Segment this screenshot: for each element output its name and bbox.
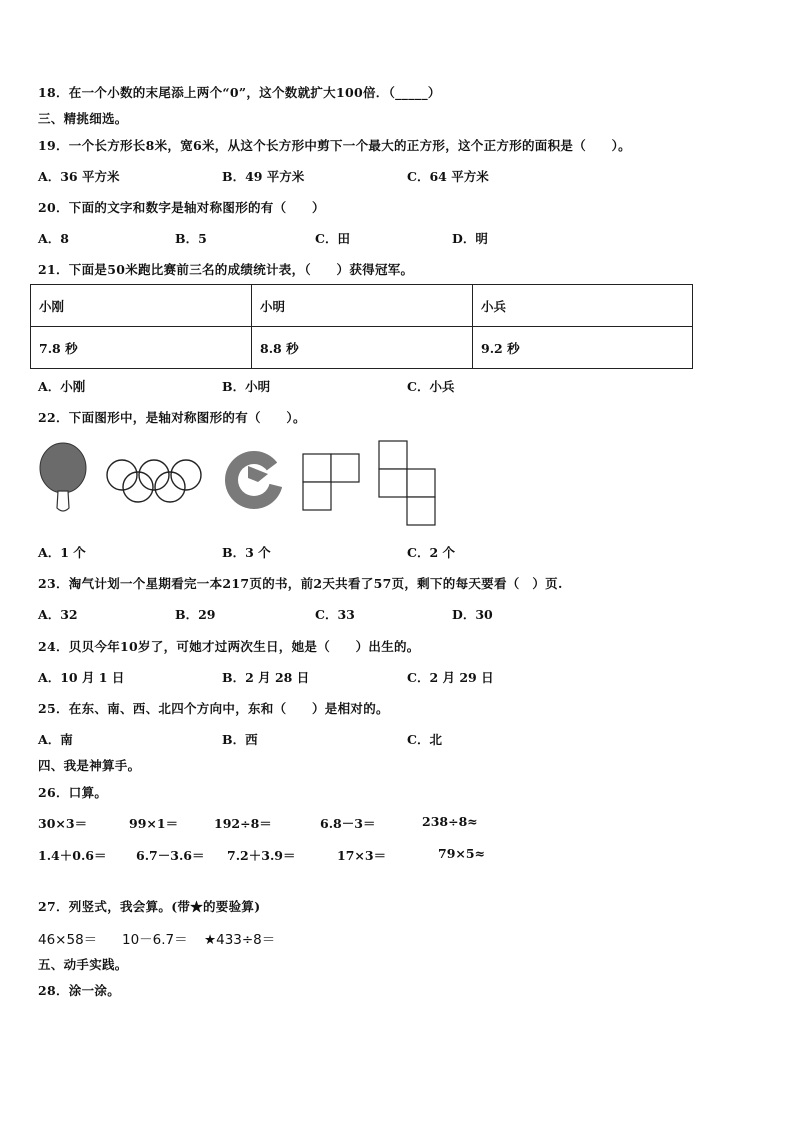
mental-calc-item: 99×1＝ bbox=[129, 816, 179, 831]
mental-calc-item: 238÷8≈ bbox=[422, 814, 478, 829]
mental-calc-item: 1.4＋0.6＝ bbox=[38, 848, 107, 863]
question-25: 25．在东、南、西、北四个方向中，东和（ ）是相对的。 bbox=[38, 701, 389, 716]
race-results-table bbox=[30, 284, 693, 369]
q19-option-c: C．64 平方米 bbox=[407, 169, 489, 184]
table-cell-time: 9.2 秒 bbox=[473, 327, 693, 369]
table-tennis-paddle-icon bbox=[38, 442, 90, 514]
bank-logo-icon bbox=[222, 448, 286, 512]
q19-option-b: B．49 平方米 bbox=[222, 169, 305, 184]
question-19: 19．一个长方形长8米，宽6米，从这个长方形中剪下一个最大的正方形，这个正方形的面积是（ ）。 bbox=[38, 138, 631, 153]
q24-option-b: B．2 月 28 日 bbox=[222, 670, 310, 685]
q23-option-d: D．30 bbox=[452, 607, 493, 622]
q25-option-b: B．西 bbox=[222, 732, 258, 747]
mental-calc-item: 30×3＝ bbox=[38, 816, 88, 831]
q23-option-c: C．33 bbox=[315, 607, 355, 622]
vertical-calc-item: ★433÷8＝ bbox=[204, 932, 276, 948]
vertical-calc-item: 10－6.7＝ bbox=[122, 932, 188, 948]
table-row bbox=[31, 285, 693, 327]
question-21: 21．下面是50米跑比赛前三名的成绩统计表，（ ）获得冠军。 bbox=[38, 262, 414, 277]
vertical-calc-item: 46×58＝ bbox=[38, 932, 98, 948]
olympic-rings-icon bbox=[104, 460, 208, 504]
q22-option-c: C．2 个 bbox=[407, 545, 455, 560]
q25-option-c: C．北 bbox=[407, 732, 442, 747]
q20-option-c: C．田 bbox=[315, 231, 350, 246]
mental-calc-item: 192÷8＝ bbox=[214, 816, 272, 831]
table-cell-time: 8.8 秒 bbox=[252, 327, 473, 369]
q21-option-a: A．小刚 bbox=[38, 379, 86, 394]
mental-calc-item: 6.7－3.6＝ bbox=[136, 848, 205, 863]
question-22: 22．下面图形中，是轴对称图形的有（ ）。 bbox=[38, 410, 306, 425]
zigzag-squares-icon bbox=[378, 440, 438, 528]
q20-option-d: D．明 bbox=[452, 231, 488, 246]
question-24: 24．贝贝今年10岁了，可她才过两次生日，她是（ ）出生的。 bbox=[38, 639, 420, 654]
question-18: 18．在一个小数的末尾添上两个“0”，这个数就扩大100倍．（_____） bbox=[38, 85, 441, 100]
mental-calc-item: 6.8－3＝ bbox=[320, 816, 376, 831]
mental-calc-item: 17×3＝ bbox=[337, 848, 387, 863]
q21-option-b: B．小明 bbox=[222, 379, 271, 394]
question-27: 27．列竖式，我会算。(带★的要验算) bbox=[38, 899, 261, 914]
q21-option-c: C．小兵 bbox=[407, 379, 455, 394]
mental-calc-item: 79×5≈ bbox=[438, 846, 486, 861]
q22-option-a: A．1 个 bbox=[38, 545, 86, 560]
table-row bbox=[31, 327, 693, 369]
mental-calc-item: 7.2＋3.9＝ bbox=[227, 848, 296, 863]
q20-option-b: B．5 bbox=[175, 231, 207, 246]
table-cell-name: 小兵 bbox=[473, 285, 693, 327]
question-26: 26．口算。 bbox=[38, 785, 108, 800]
section-4-heading: 四、我是神算手。 bbox=[38, 758, 141, 773]
q23-option-a: A．32 bbox=[38, 607, 78, 622]
table-cell-time: 7.8 秒 bbox=[31, 327, 252, 369]
q20-option-a: A．8 bbox=[38, 231, 69, 246]
q24-option-c: C．2 月 29 日 bbox=[407, 670, 494, 685]
question-20: 20．下面的文字和数字是轴对称图形的有（ ） bbox=[38, 200, 325, 215]
question-23: 23．淘气计划一个星期看完一本217页的书，前2天共看了57页，剩下的每天要看（ ）页. bbox=[38, 576, 563, 591]
q22-option-b: B．3 个 bbox=[222, 545, 271, 560]
table-cell-name: 小明 bbox=[252, 285, 473, 327]
table-cell-name: 小刚 bbox=[31, 285, 252, 327]
question-28: 28．涂一涂。 bbox=[38, 983, 120, 998]
q23-option-b: B．29 bbox=[175, 607, 216, 622]
section-5-heading: 五、动手实践。 bbox=[38, 957, 128, 972]
q24-option-a: A．10 月 1 日 bbox=[38, 670, 125, 685]
q25-option-a: A．南 bbox=[38, 732, 73, 747]
q19-option-a: A．36 平方米 bbox=[38, 169, 120, 184]
l-shape-squares-icon bbox=[302, 453, 362, 513]
section-3-heading: 三、精挑细选。 bbox=[38, 111, 128, 126]
